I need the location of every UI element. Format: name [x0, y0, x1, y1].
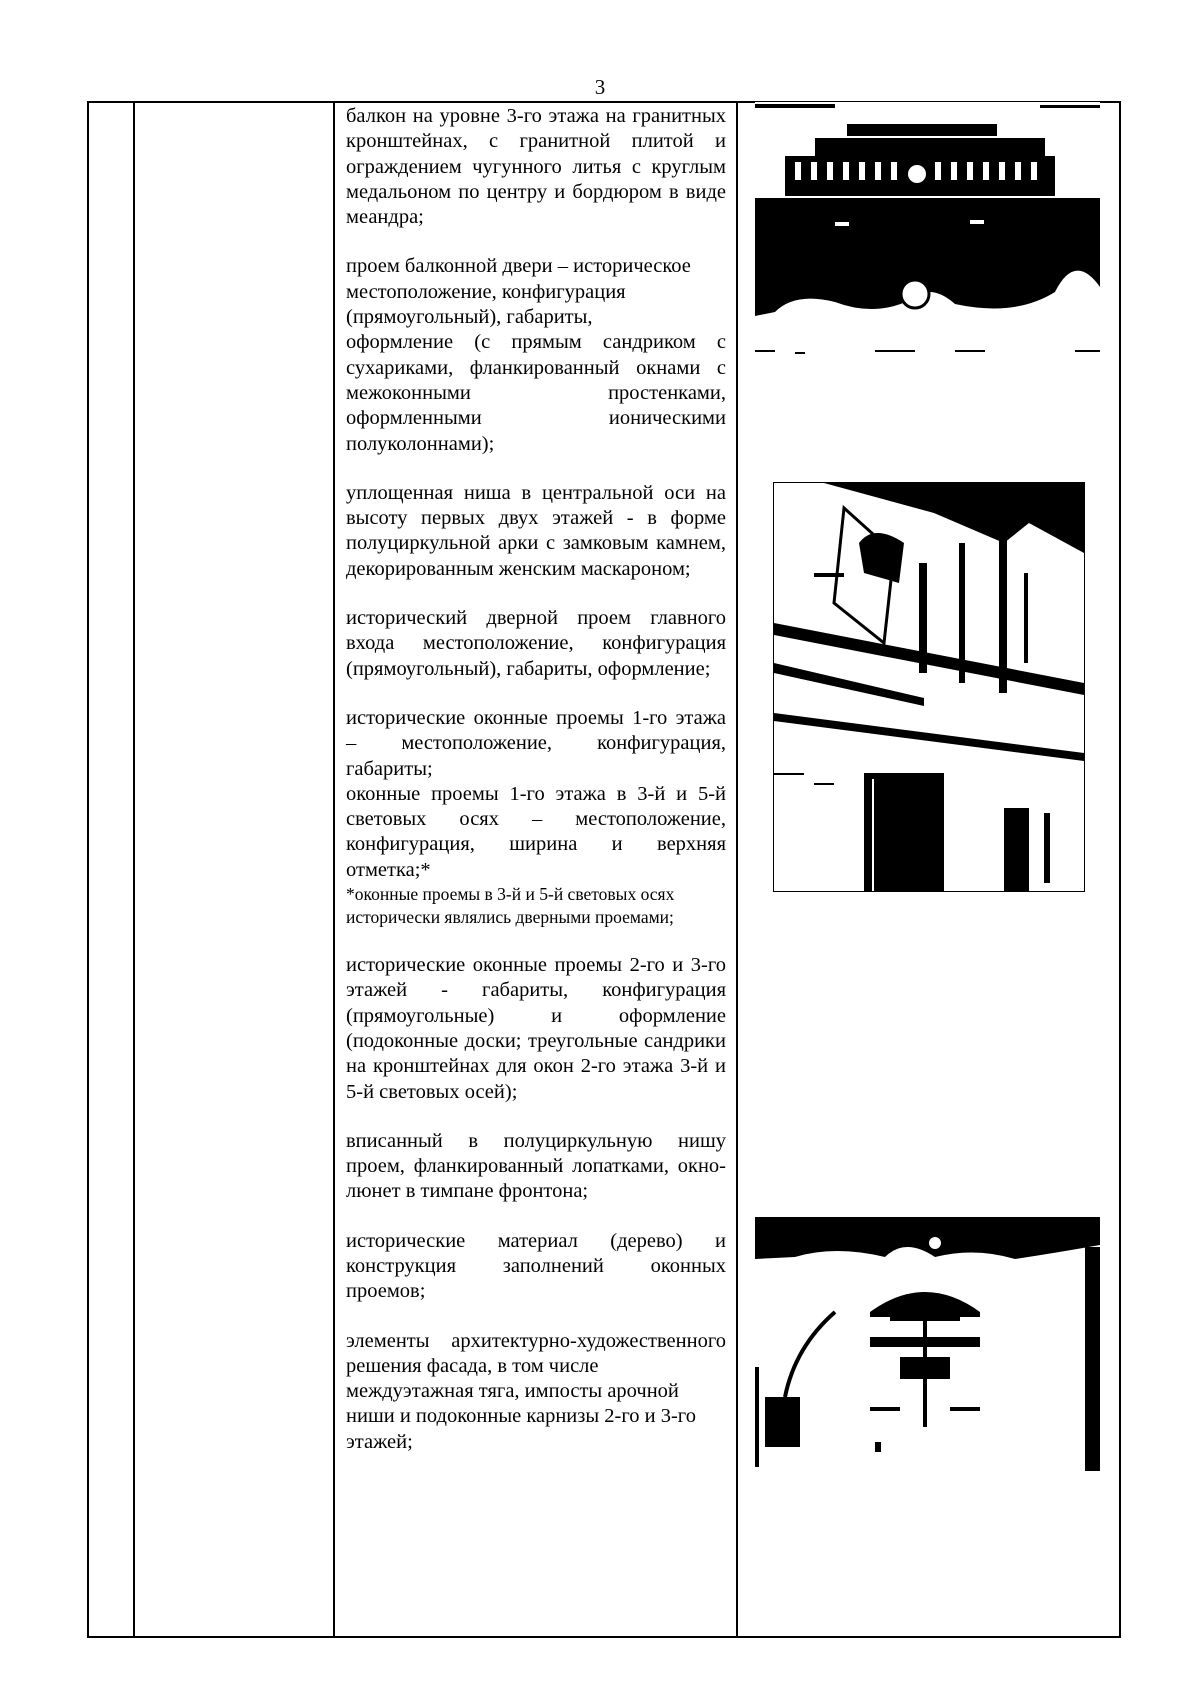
list-item — [346, 1229, 726, 1305]
column-divider-2 — [333, 101, 335, 1636]
list-item — [346, 953, 726, 1105]
table-border-left — [87, 101, 89, 1636]
footnote: *оконные проемы в 3-й и 5-й световых осях исторически являлись дверными проемами; — [346, 884, 675, 928]
list-item — [346, 481, 726, 582]
item-text: исторические оконные проемы 2-го и 3-го этажей - габариты, конфигурация (прямоугольные) и оформление (подоконные доски; треугольные сандрики на кронштейнах для окон 2-го этажа 3-й и 5-й световых осей); — [346, 954, 726, 1103]
table-border-right — [1119, 101, 1121, 1636]
list-item — [346, 606, 726, 682]
list-item — [346, 706, 726, 929]
item-text: оформление (с прямым сандриком с сухариками, фланкированный окнами с межоконными простенками, оформленными ионическими полуколоннами); — [346, 331, 726, 455]
item-text: исторические оконные проемы 1-го этажа – местоположение, конфигурация, габариты; — [346, 706, 726, 780]
table-border-bottom — [87, 1636, 1121, 1638]
item-text: элементы архитектурно-художественного решения фасада, в том числе — [346, 1329, 726, 1377]
list-item — [346, 104, 726, 230]
column-divider-1 — [133, 101, 135, 1636]
item-text: междуэтажная тяга, импосты арочной ниши и подоконные карнизы 2-го и 3-го этажей; — [346, 1380, 696, 1453]
list-item — [346, 1129, 726, 1205]
column-divider-3 — [736, 101, 738, 1636]
item-text: балкон на уровне 3-го этажа на гранитных кронштейнах, с гранитной плитой и ограждением чугунного литья с круглым медальоном по центру и бордюром в виде меандра; — [346, 105, 726, 229]
item-text: проем балконной двери – историческое местоположение, конфигурация (прямоугольный), габариты, — [346, 255, 691, 329]
protected-elements-list — [346, 104, 726, 1479]
item-text: оконные проемы 1-го этажа в 3-й и 5-й световых осях – местоположение, конфигурация, ширина и верхняя отметка;* — [346, 782, 726, 881]
facade-niche-photo — [773, 482, 1085, 892]
page-number: 3 — [594, 75, 606, 99]
item-text: уплощенная ниша в центральной оси на высоту первых двух этажей - в форме полуциркульной арки с замковым камнем, декорированным женским маскароном; — [346, 481, 726, 580]
lunette-window-photo — [755, 1217, 1100, 1471]
list-item — [346, 254, 726, 456]
list-item — [346, 1329, 726, 1455]
balcony-photo — [755, 102, 1100, 362]
item-text: исторические материал (дерево) и конструкция заполнений оконных проемов; — [346, 1229, 726, 1303]
item-text: вписанный в полуциркульную нишу проем, фланкированный лопатками, окно-люнет в тимпане фронтона; — [346, 1129, 726, 1203]
item-text: исторический дверной проем главного входа местоположение, конфигурация (прямоугольный), габариты, оформление; — [346, 607, 726, 680]
